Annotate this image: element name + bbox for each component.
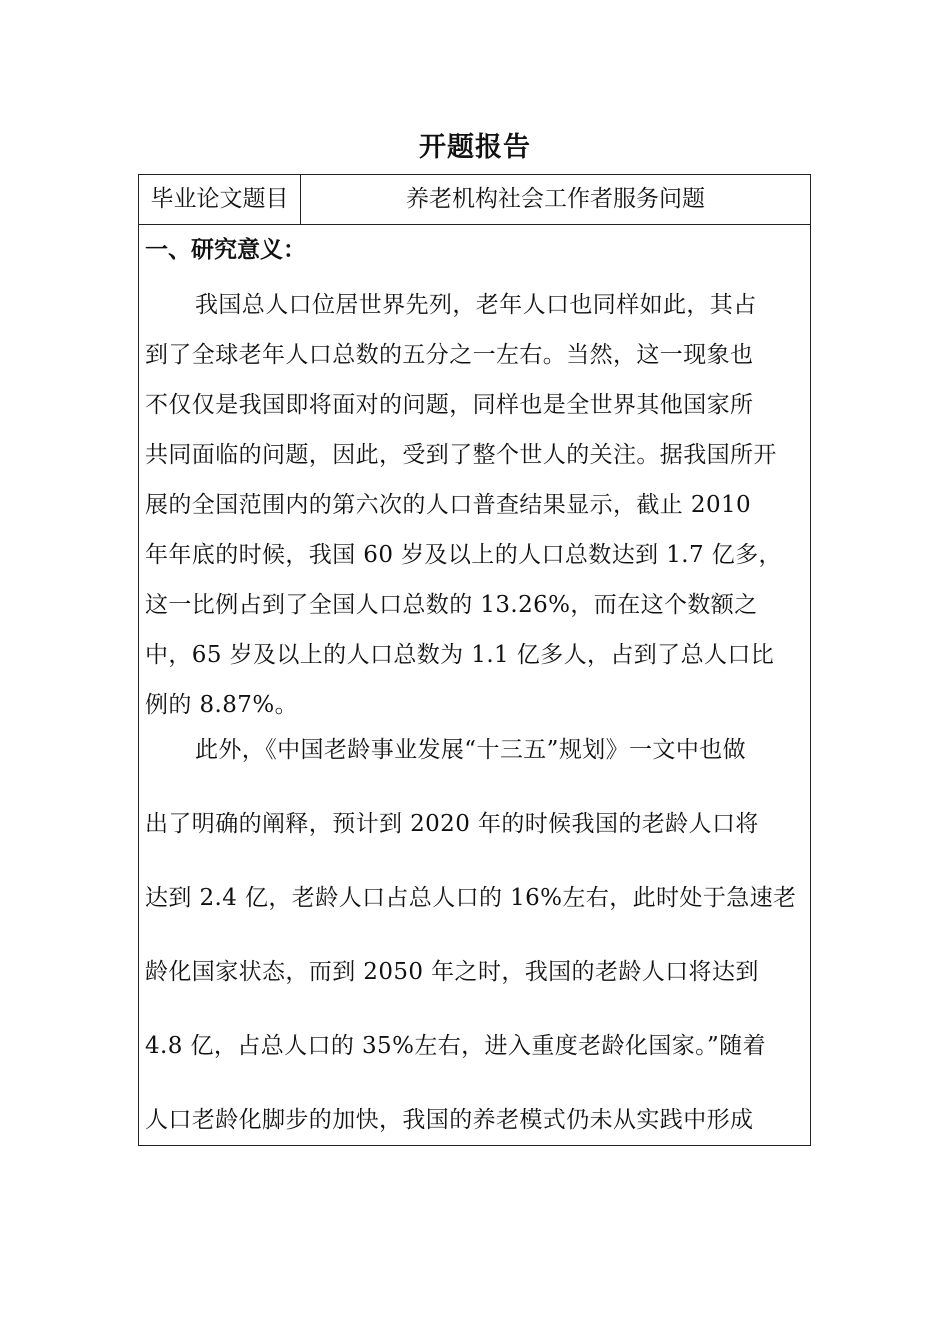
paragraph-line: 展的全国范围内的第六次的人口普查结果显示，截止 2010 (145, 492, 752, 518)
paragraph-line: 不仅仅是我国即将面对的问题，同样也是全世界其他国家所 (145, 392, 754, 418)
paragraph-line: 人口老龄化脚步的加快，我国的养老模式仍未从实践中形成 (145, 1107, 754, 1133)
paragraph-line: 我国总人口位居世界先列，老年人口也同样如此，其占 (195, 292, 757, 318)
paragraph-line: 达到 2.4 亿，老龄人口占总人口的 16%左右，此时处于急速老 (145, 885, 797, 911)
paragraph-line: 例的 8.87%。 (145, 692, 298, 718)
paragraph-line: 年年底的时候，我国 60 岁及以上的人口总数达到 1.7 亿多， (145, 542, 782, 568)
paragraph-line: 到了全球老年人口总数的五分之一左右。当然，这一现象也 (145, 342, 754, 368)
thesis-title-row (139, 175, 810, 225)
paragraph-line: 4.8 亿，占总人口的 35%左右，进入重度老龄化国家。”随着 (145, 1033, 766, 1059)
paragraph-line: 中，65 岁及以上的人口总数为 1.1 亿多人，占到了总人口比 (145, 642, 775, 668)
paragraph-significance-1 (145, 280, 807, 730)
paragraph-line: 此外，《中国老龄事业发展“十三五”规划》一文中也做 (195, 737, 747, 763)
paragraph-line: 这一比例占到了全国人口总数的 13.26%，而在这个数额之 (145, 592, 758, 618)
section-heading: 一、研究意义： (145, 237, 306, 263)
thesis-title-value: 养老机构社会工作者服务问题 (406, 186, 705, 212)
paragraph-line: 龄化国家状态，而到 2050 年之时，我国的老龄人口将达到 (145, 959, 759, 985)
paragraph-line: 共同面临的问题，因此，受到了整个世人的关注。据我国所开 (145, 442, 777, 468)
thesis-title-label: 毕业论文题目 (139, 175, 301, 224)
page-title: 开题报告 (419, 132, 531, 163)
paragraph-significance-2 (145, 725, 807, 1169)
proposal-form-table (138, 174, 811, 1146)
paragraph-line: 出了明确的阐释，预计到 2020 年的时候我国的老龄人口将 (145, 811, 759, 837)
